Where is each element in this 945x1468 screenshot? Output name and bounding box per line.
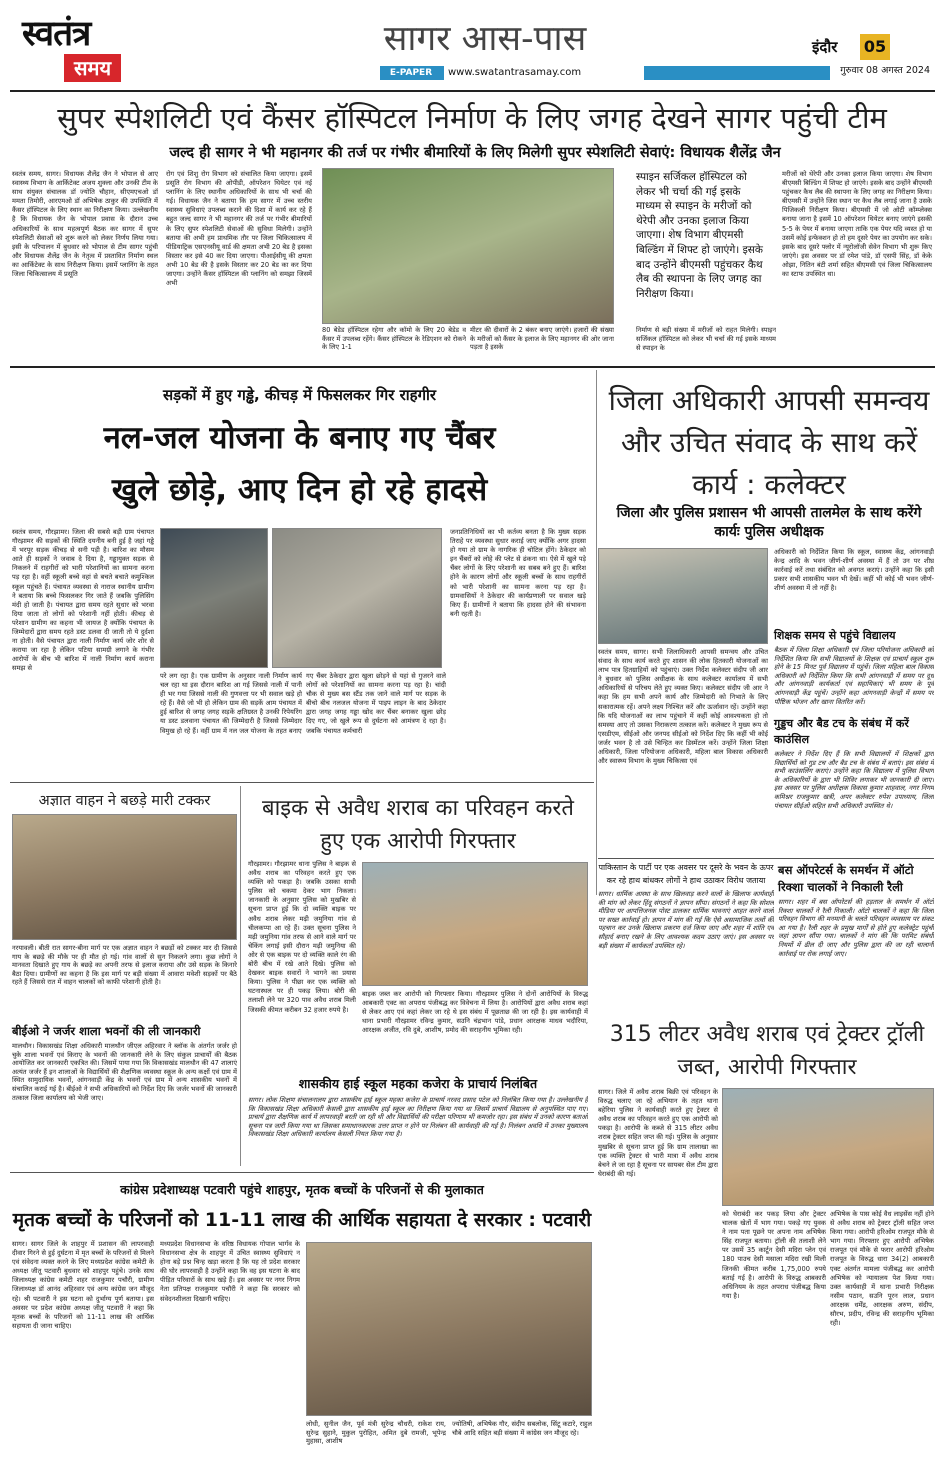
bus-headline: बस ऑपरेटर्स के समर्थन में ऑटो रिक्शा चालकों ने निकाली रैली — [778, 863, 914, 894]
page-number: 05 — [860, 34, 890, 60]
masthead-divider — [10, 90, 935, 92]
water-photo-1 — [160, 528, 268, 668]
lead-col5: मरीजों को थेरेपी और उनका इलाज किया जाएगा। शेष विभाग बीएमसी बिल्डिंग में शिफ्ट हो जाएंगे। इसके बाद उन्होंने बीएमसी पहुंचकर कैथ लैब की स्थापना के लिए जगह का निरीक्षण किया। बीएमसी में उन्होंने जिस स्थान पर कैथ लैब लगाई जाना है उसके पिजिकली निरीक्षण किया। बीएमसी में जो ओटी कॉम्प्लेक्स बनाया जाना है इसमें 10 ऑपरेशन थियेटर बनाए जाएंगे इसकी 5-5 के पेयर में बनाया जाएगा ताकि एक पेयर यदि व्यस्त हो या उसमें कोई इन्फेक्शन हो तो हम दूसरे पेयर का उपयोग कर सके। इसके बाद दूसरे फ्लोर में न्यूरोलॉजी सेवेन विभाग भी शुरू किए जाएंगे। इस अवसर पर डॉ रमेश पांडे, डॉ एसपी सिंह, डॉ केके ओझा, नितिन बंटी शर्मा सहित बीएमसी एवं जिला चिकित्सालय का स्टाफ उपस्थित था। — [782, 170, 932, 279]
lead-photo-caption-2: मीटर की दीवारों के 2 बंकर बनाए जाएंगे। हजारों की संख्या के मरीजों को कैंसर के इलाज के लिए महानगर की ओर जाना पड़ता है इसके — [470, 326, 614, 352]
website-link[interactable]: www.swatantrasamay.com — [444, 66, 644, 80]
lead-col1: स्वतंत्र समय, सागर। विधायक शैलेंद्र जैन ने भोपाल से आए स्वास्थ्य विभाग के आर्किटेक्ट अजय शुक्ला और उनकी टीम के साथ संयुक्त संचालक डॉ ज्योति चौहान, सीएमएचओ डॉ ममता तिमोरी, आरएमओ डॉ अभिषेक ठाकुर की उपस्थिति में कैंसर हॉस्पिटल के लिए स्थान का निरीक्षण किया। उल्लेखनीय है कि विधायक जैन के भोपाल प्रवास के दौरान उच्च अधिकारियों के साथ महत्वपूर्ण बैठक कर सागर में सुपर स्पेशलिटी सेवाओं को शुरू करने को लेकर निर्णय लिया गया। इसी के परिपालन में बुधवार को भोपाल से टीम सागर पहुंची और विधायक शैलेंद्र जैन के नेतृत्व में प्रस्तावित निर्माण स्थल का आर्किटेक्ट के साथ निरीक्षण किया। इसमें प्लानिंग के तहत जिला चिकित्सालय में प्रसूति — [12, 170, 158, 279]
bike-left-rule — [240, 786, 241, 1166]
water-kicker: सड़कों में हुए गड्ढे, कीचड़ में फिसलकर गिर राहगीर — [162, 386, 437, 404]
congress-col2: मध्यप्रदेश विधानसभा के वरिष्ठ विधायक गोपाल भार्गव के विधानसभा क्षेत्र के शाहपुर में उचित स्वास्थ्य सुविधाएं न होना बड़े प्रश्न चिन्ह खड़ा करता है कि यह तो प्रदेश सरकार की घोर लापरवाही है उन्होंने कहा कि वह इस घटना के बाद पीड़ित परिवारों के साथ खड़े हैं। इस अवसर पर नगर निगम नेता प्रतिपक्ष राजकुमार पचौरी ने कहा कि सरकार को संवेदनशीलता दिखानी चाहिए। — [160, 1240, 300, 1303]
congress-headline: मृतक बच्चों के परिजनों को 11-11 लाख की आर्थिक सहायता दे सरकार : पटवारी — [12, 1209, 592, 1231]
bus-text: सागर। शहर में बस ऑपरेटर्स की हड़ताल के समर्थन में ऑटो रिक्शा चालकों ने रैली निकाली। ऑटो चालकों ने कहा कि जिला परिवहन विभाग की मनमानी के चलते परिवहन व्यवसाय पर संकट आ गया है। रैली शहर के प्रमुख मार्गों से होते हुए कलेक्ट्रेट पहुंची जहां ज्ञापन सौंपा गया। चालकों ने मांग की कि परमिट संबंधी नियमों में ढील दी जाए और पुलिस द्वारा की जा रही चालानी कार्रवाई पर रोक लगाई जाए। — [778, 898, 934, 958]
collector-right-text: अधिकारी को निर्देशित किया कि स्कूल, स्वास्थ्य केंद्र, आंगनवाड़ी केन्द्र आदि के भवन जीर्ण-शीर्ण अवस्था में हैं तो उन पर शीघ्र कार्रवाई करें तथा संबंधित को अवगत कराएं। उन्होंने कहा कि इसी प्रकार सभी शासकीय भवन भी देखें। कहीं भी कोई भी भवन जीर्ण-शीर्ण अवस्था में तो नहीं है। — [774, 548, 934, 593]
collector-box1-text: बैठक में जिला शिक्षा अधिकारी एवं जिला परियोजना अधिकारी को निर्देशित किया कि सभी विद्यालयों के शिक्षक एवं प्राचार्य स्कूल शुरू होने के 15 मिनट पूर्व विद्यालय में पहुंचें। जिला महिला बाल विकास अधिकारी को निर्देशित किया कि सभी आंगनवाड़ी में समय पर दूध और आंगनवाड़ी कार्यकर्ता एवं सहायिकाएं भी समय के पूर्व आंगनवाड़ी केंद्र पहुंचें। उन्होंने कहा आंगनवाड़ी केन्द्रों में समय पर पौष्टिक भोजन और खाना वितरित करें। — [774, 646, 934, 706]
bike-col1: गौरझामर। गौरझामर थाना पुलिस ने बाइक से अवैध शराब का परिवहन करते हुए एक व्यक्ति को पकड़ा है। जबकि उसका साथी पुलिस को चकमा देकर भाग निकला। जानकारी के अनुसार पुलिस को मुखबिर से सूचना प्राप्त हुई कि दो व्यक्ति बाइक पर अवैध शराब लेकर मढ़ी जमुनिया गांव से चीलकप्पा आ रहे हैं। उक्त सूचना पुलिस ने मढ़ी जमुनिया गांव तरफ से आने वाले मार्ग पर चेकिंग लगाई इसी दौरान मढ़ी जमुनिया की ओर से एक बाइक पर दो व्यक्ति काले रंग की बोरी बीच में रखे आते दिखे। पुलिस को देखकर बाइक सवारों ने भागने का प्रयास किया। पुलिस ने पीछा कर एक व्यक्ति को घटनास्थल पर ही पकड़ लिया। बोरी की तलाशी लेने पर 320 पाव अवैध शराब मिली जिसकी कीमत करीबन 32 हजार रुपये है। — [248, 860, 356, 1014]
building-text: मालथौन। विकासखंड शिक्षा अधिकारी मालथौन जीएल अहिरवार ने ब्लॉक के अंतर्गत जर्जर हो चुके शाला भवनों एवं किराए के भवनों की जानकारी लेने के लिए संकुल प्राचार्यों की बैठक आयोजित कर जानकारी एकत्रित की। जिसमें पाया गया कि विकासखंड मालथौन की 47 शालाएं अत्यंत जर्जर हैं इन शालाओं के विद्यार्थियों की शैक्षणिक व्यवस्था स्कूल के अन्य कक्षों एवं ग्राम में स्थित सामुदायिक भवनों, आंगनवाड़ी केंद्र के भवनों एवं ग्राम में अन्य शासकीय भवनों में संचालित कराई गई है। बीईओ ने सभी अधिकारियों को निर्देश दिए कि जर्जर भवनों की जानकारी तत्काल जिला कार्यालय को भेजी जाए। — [12, 1042, 237, 1102]
collector-photo — [598, 548, 768, 644]
masthead-logo — [22, 14, 150, 88]
liquor-col3: अभिषेक के पास कोई वैध लाइसेंस नहीं होने से अवैध शराब को ट्रेक्टर ट्रॉली सहित जप्त किया गया। आरोपी हरिओम राजपूत मौके से भाग गया। गिरफ्तार हुए आरोपी अभिषेक राजपूत एवं मौके से फरार आरोपी हरिओम राजपूत के विरुद्ध धारा 34(2) आबकारी एक्ट अंतर्गत मामला पंजीबद्ध कर आरोपी अभिषेक को न्यायालय पेश किया गया। उक्त कार्यवाही में थाना प्रभारी निरीक्षक नसीम पठान, सउनि पूरन लाल, प्रधान आरक्षक धर्मेंद्र, आरक्षक अरुण, संदीप, सौरभ, प्रदीप, रविन्द्र की सराहनीय भूमिका रही। — [830, 1210, 934, 1328]
lead-headline: सुपर स्पेशलिटी एवं कैंसर हॉस्पिटल निर्माण के लिए जगह देखने सागर पहुंची टीम — [57, 101, 887, 135]
congress-top-rule — [10, 1172, 594, 1173]
bike-photo — [362, 862, 588, 986]
collector-left-rule — [596, 370, 597, 895]
accident-text: नरयावली। बीती रात सागर-बीना मार्ग पर एक अज्ञात वाहन ने बछड़ों को टक्कर मार दी जिससे गाय के बछड़े की मौके पर ही मौत हो गई। गांव वालों से सुन निकलने लगा। कुछ लोगों ने मानवता दिखाते हुए गाय के बछड़े का अपनी तरफ से इलाज कराया और उसे सड़क के किनारे बैठा दिया। ग्रामीणों का कहना है कि इस मार्ग पर बड़ी संख्या में आवारा मवेशी सड़कों पर बैठे रहते हैं जिससे रात में वाहन चालकों को काफी परेशानी होती है। — [12, 944, 237, 987]
logo-top-text: स्वतंत्र — [22, 13, 91, 54]
collector-box2-title: गुड्डच और बैड टच के संबंध में करें काउंसिल — [774, 717, 909, 746]
epaper-label: E-PAPER — [380, 66, 442, 80]
water-col1: स्वतंत्र समय, गौरझामर। जिला की सबसे बड़ी ग्राम पंचायत गौरझामर की सड़कों की स्थिति दयनीय बनी हुई है जहां गड्ढे में भरपूर सड़क कीचड़ से सनी पड़ी है। बारिश का मौसम आते ही सड़कों ने जवाब दे दिया है, गड्ढायुक्त सड़क से निकलने में राहगीरों को भारी परेशानियों का सामना करना पड़ रहा है। वहीं स्कूली बच्चे वहां से बचते बचाते कमुश्किल स्कूल पहुंचते हैं। पंचायत व्यवस्था से नाराज स्थानीय ग्रामीण ने बताया कि बच्चे फिसलकर गिर जाते हैं जबकि पुलिसिंग मंदी हो जाती है। पंचायत द्वारा समय रहते सुधार को भरवा दिया जाता तो लोगों को परेशानी नहीं होती। कीचड़ से परेशान ग्रामीण का कहना भी जायज है क्योंकि पंचायत के जिम्मेदारों द्वारा समय रहते डस्ट डलवा दी जाती तो ये दुर्दशा ना होती। वैसे पंचायत द्वारा नाली निर्माण कार्य जोर शोर से कराया जा रहा है लेकिन पटिया सामग्री लगाने के गंभीर आरोपों के बीच भी बारिश में नाली निर्माण कार्य कराना समझ से — [12, 528, 154, 673]
collector-headline: जिला अधिकारी आपसी समन्वय और उचित संवाद के साथ करें कार्य : कलेक्टर — [608, 384, 930, 501]
lead-photo-caption-1: 80 बेडेड हॉस्पिटल रहेगा और कॉमो के लिए 20 बेडेड व कैंसर में उपलब्ध रहेंगे। कैंसर हॉस्पिटल के रेडिएशन को रोकने के लिए 1-1 — [322, 326, 466, 352]
temple-intro: पाकिस्तान के पार्टी पर एक अवसर पर दूसरे के भवन के ऊपर कर रहे हाथ बांधकर लोगों ने हाथ उठाकर विरोध जताया — [598, 863, 774, 885]
logo-bottom-text: समय — [64, 54, 121, 82]
mid-divider-left — [10, 782, 594, 783]
principal-headline: शासकीय हाई स्कूल महका कजेरा के प्राचार्य निलंबित — [298, 1076, 538, 1091]
lead-subheadline: जल्द ही सागर ने भी महानगर की तर्ज पर गंभीर बीमारियों के लिए मिलेगी सुपर स्पेशलिटी सेवाएं: विधायक शैलेंद्र जैन — [169, 145, 781, 161]
lead-photo — [322, 168, 614, 324]
water-col3: गए चैंबर ठेकेदार द्वारा खुला छोड़ने से यहां से गुजरने वाले लोगों को परेशानियों का सामना करना पड़ रहा है। चांदी चौक से मुख्य बस स्टैंड तक जाने वाले मार्ग पर सड़क के बीचो बीच नलजल योजना में पाइप लाइन के बाद ठेकेदार द्वारा जगह जगह गड्ढा खोद कर चैंबर बनाकर खुला छोड़ दिए गए, जो खुले रूप से दुर्घटना को आमंत्रण दे रहा है। जबकि पंचायत कर्मचारी — [306, 672, 446, 735]
collector-box1-title: शिक्षक समय से पहुंचे विद्यालय — [774, 629, 896, 642]
water-photo-2 — [272, 528, 442, 668]
lead-col2: रोग एवं शिशु रोग विभाग को संचालित किया जाएगा। इसमें प्रसूति रोग विभाग की ओपीडी, ऑपरेशन थियेटर एवं नई प्लानिंग के लिए स्थानीय अधिकारियों के साथ भी चर्चा की गई। विधायक जैन ने बताया कि हम सागर में उच्च स्तरीय स्वास्थ्य सुविधाएं उपलब्ध कराने की दिशा में कार्य कर रहे हैं बहुत जल्द सागर ने भी महानगर की तर्ज पर गंभीर बीमारियों के लिए सुपर स्पेशलिटी सेवाओं की सुविधा मिलेगी। उन्होंने बताया की अभी हम प्राथमिक तौर पर जिला चिकित्सालय में पीडियाट्रिक एसएनसीयू वार्ड की क्षमता अभी 20 बेड है इसका विस्तार कर इसे 40 कर दिया जाएगा। पीआईसीयू की क्षमता अभी 10 बेड की है इसके विस्तार कर 20 बेड का कर दिया जाएगा। उन्होंने कैंसर हॉस्पिटल की प्लानिंग को समझा जिसमें अभी — [166, 170, 312, 288]
liquor-photo — [722, 1088, 934, 1206]
lead-col4: निर्माण से बड़ी संख्या में मरीजों को राहत मिलेगी। स्पाइन सर्जिकल हॉस्पिटल को लेकर भी चर्चा की गई इसके माध्यम से स्पाइन के — [636, 326, 776, 353]
congress-photo — [306, 1242, 592, 1416]
liquor-headline: 315 लीटर अवैध शराब एवं ट्रेक्टर ट्रॉली जब्त, आरोपी गिरफ्तार — [609, 1022, 925, 1080]
water-headline-line2: खुले छोड़े, आए दिन हो रहे हादसे — [111, 472, 488, 508]
collector-box2-text: कलेक्टर ने निर्देश दिए हैं कि सभी विद्यालयों में शिक्षकों द्वारा विद्यार्थियों को गुड टच और बैड टच के संबंध में बताएं। इस संबंध में सभी काउंसलिंग कराएं। उन्होंने कहा कि विद्यालय में पुलिस विभाग के अधिकारियों के द्वारा भी शिविर लगाकर भी जानकारी दी जाए। इस अवसर पर पुलिस अधीक्षक विकास कुमार शाहवाल, नगर निगम कमिश्नर राजकुमार खत्री, अपर कलेक्टर रुपेश उपाध्याय, जिला पंचायत सीईओ सहित सभी अधिकारी उपस्थित थे। — [774, 750, 934, 810]
temple-text: सागर। धार्मिक आस्था के साथ खिलवाड़ करने वालों के खिलाफ कार्यवाही की मांग को लेकर हिंदू संगठनों ने ज्ञापन सौंपा। संगठनों ने कहा कि सोशल मीडिया पर आपत्तिजनक पोस्ट डालकर धार्मिक भावनाएं आहत करने वालों पर सख्त कार्रवाई हो। ज्ञापन में मांग की गई कि ऐसे असामाजिक तत्वों की पहचान कर उनके खिलाफ प्रकरण दर्ज किया जाए और शहर में शांति एवं सौहार्द बनाए रखने के लिए आवश्यक कदम उठाए जाएं। इस अवसर पर बड़ी संख्या में कार्यकर्ता उपस्थित रहे। — [598, 890, 774, 950]
building-headline: बीईओ ने जर्जर शाला भवनों की ली जानकारी — [12, 1024, 201, 1038]
congress-kicker: कांग्रेस प्रदेशाध्यक्ष पटवारी पहुंचे शाहपुर, मृतक बच्चों के परिजनों से की मुलाकात — [120, 1182, 484, 1197]
congress-photo-caption: लोधी, सुनील जैन, पूर्व मंत्री सुरेन्द्र चौधरी, राकेश राय, सुरेन्द्र सुहाने, मुकुल पुरोहित, अमित दुबे रामजी, भूपेन्द्र मुहासा, आशीष — [306, 1420, 446, 1446]
liquor-col2: को घेराबंदी कर पकड़ लिया और ट्रेक्टर चालक खेतों में भाग गया। पकड़े गए युवक ने नाम पता पूछने पर अपना नाम अभिषेक सिंह राजपूत बताया। ट्रॉली की तलाशी लेने पर उसमें 35 कार्टून देसी मदिरा प्लेन एवं 180 पाउच देसी मसाला मदिरा रखी मिली जिनकी कीमत करीब 1,75,000 रुपये बताई गई है। आरोपी के विरुद्ध आबकारी अधिनियम के तहत अपराध पंजीबद्ध किया गया है। — [722, 1210, 826, 1300]
congress-col1: सागर। सागर जिले के शाहपुर में प्रशासन की लापरवाही दीवार गिरने से हुई दुर्घटना में मृत बच्चों के परिजनों से मिलने एवं संवेदना व्यक्त करने के लिए मध्यप्रदेश कांग्रेस कमेटी के अध्यक्ष जीतू पटवारी बुधवार को शाहपुर पहुंचे। उनके साथ जिलाध्यक्ष कांग्रेस कमेटी शहर राजकुमार पचौरी, ग्रामीण जिलाध्यक्ष डॉ आनंद अहिरवार एवं अन्य कांग्रेस जन मौजूद रहे। श्री पटवारी ने इस घटना को दुर्भाग्य पूर्ण बताया। इस अवसर पर प्रदेश कांग्रेस अध्यक्ष जीतू पटवारी ने कहा कि मृतक बच्चों के परिजनों को 11-11 लाख की आर्थिक सहायता दी जाना चाहिए। — [12, 1240, 154, 1330]
water-col2: परे लग रहा है। एक ग्रामीण के अनुसार नाली निर्माण कार्य चल रहा था इस दौरान बारिश आ गई जिससे नाली में पानी ही भर गया जिससे नाली की गुणवत्ता पर भी सवाल खड़े हो रहे हैं। वैसे जो भी हो लेकिन ग्राम की सड़कें आम पंचायत में हुई बारिश से जगह जगह सड़कें क्षतिग्रस्त है उनकी रिपेयरिंग या डस्ट डलवाना पंचायत की जिम्मेदारी है जिससे जिम्मेदार विमुख हो रहे हैं। वहीं ग्राम में नल जल योजना के तहत बनाए — [160, 672, 302, 735]
right-mid-divider — [598, 858, 934, 859]
accident-photo — [12, 814, 237, 940]
principal-text: सागर। लोक शिक्षण संचालनालय द्वारा शासकीय हाई स्कूल महका कजेरा के प्राचार्य नरवद प्रसाद पटेल को निलंबित किया गया है। उल्लेखनीय है कि विकासखंड शिक्षा अधिकारी केसली द्वारा शासकीय हाई स्कूल का निरीक्षण किया गया था जिसमें प्राचार्य विद्यालय से अनुपस्थित पाए गए। प्राचार्य द्वारा शैक्षणिक कार्य में लापरवाही बरती जा रही थी और विद्यार्थियों की परीक्षा परिणाम भी कमजोर रहा। इस संबंध में उनको कारण बताओ सूचना पत्र जारी किया गया था जिसका समाधानकारक उत्तर प्राप्त न होने पर निलंबन की कार्यवाही की गई है। निलंबन अवधि में उनका मुख्यालय विकासखंड शिक्षा अधिकारी कार्यालय केसली नियत किया गया है। — [248, 1096, 588, 1139]
bike-col2: बाइक जब्त कर आरोपी को गिरफ्तार किया। गौरझामर पुलिस ने दोनों आरोपियों के विरुद्ध आबकारी एक्ट का अपराध पंजीबद्ध कर विवेचना में लिया है। आरोपियों द्वारा अवैध शराब कहां से लेकर आए एवं कहां लेकर जा रहे थे इस संबंध में पूछताछ की जा रही है। इस कार्यवाही में थाना प्रभारी गौरझामर रविन्द्र कुमार, सउनि चंद्रभान पांडे, प्रधान आरक्षक माधव भदौरिया, आरक्षक अजीत, रवि दुबे, आशीष, प्रमोद की सराहनीय भूमिका रही। — [362, 990, 588, 1035]
collector-subheadline: जिला और पुलिस प्रशासन भी आपसी तालमेल के साथ करेंगे कार्यः पुलिस अधीक्षक — [616, 505, 922, 540]
water-col4: जनप्रतिनिधियों का भी कर्तव्य बनता है कि मुख्य सड़क तिराहे पर व्यवस्था सुधार कराई जाए क्योंकि अगर हादसा हो गया तो ग्राम के नागरिक ही चोटिल होंगे। ठेकेदार को इन चैंबरों को लोहे की प्लेट से ढंकना था। ऐसे में खुले पड़े चैंबर लोगों के लिए परेशानी का सबब बने हुए हैं। बारिश होने के कारण लोगों और स्कूली बच्चों के साथ राहगीरों को भारी परेशानी का सामना करना पड़ रहा है। ग्रामवासियों ने ठेकेदार की कार्यप्रणाली पर सवाल खड़े किए हैं। ग्रामीणों ने बताया कि हादसा होने की संभावना बनी रहती है। — [450, 528, 586, 618]
liquor-col1: सागर। जिले में अवैध शराब बिक्री एवं परिवहन के विरुद्ध चलाए जा रहे अभियान के तहत थाना बहेरिया पुलिस ने कार्यवाही करते हुए ट्रेक्टर से अवैध शराब का परिवहन करते हुए एक आरोपी को पकड़ा है। आरोपी के कब्जे से 315 लीटर अवैध शराब ट्रेक्टर सहित जप्त की गई। पुलिस के अनुसार मुखबिर से सूचना प्राप्त हुई कि ग्राम तालाखा का एक व्यक्ति ट्रेक्टर से भारी मात्रा में अवैध शराब बेचने ले जा रहा है सूचना पर सायबर सेल टीम द्वारा घेराबंदी की गई। — [598, 1088, 718, 1178]
accident-headline: अज्ञात वाहन ने बछड़े मारी टक्कर — [38, 793, 211, 809]
lead-pullquote: स्पाइन सर्जिकल हॉस्पिटल को लेकर भी चर्चा की गई इसके माध्यम से स्पाइन के मरीजों को थेरेपी और उनका इलाज किया जाएगा। शेष विभाग बीएमसी बिल्डिंग में शिफ्ट हो जाएंगे। इसके बाद उन्होंने बीएमसी पहुंचकर कैथ लैब की स्थापना के लिए जगह का निरीक्षण किया। — [636, 171, 763, 300]
issue-date: गुरुवार 08 अगस्त 2024 — [840, 65, 930, 76]
congress-col3-caption: ज्योतिषी, अभिषेक गौर, संदीप सबलोक, सिंटू कटारे, राहुल चौबे आदि सहित बड़ी संख्या में कांग्रेस जन मौजूद रहे। — [452, 1420, 592, 1437]
bike-headline: बाइक से अवैध शराब का परिवहन करते हुए एक आरोपी गिरफ्तार — [262, 796, 574, 854]
collector-col1: स्वतंत्र समय, सागर। सभी जिलाधिकारी आपसी समन्वय और उचित संवाद के साथ कार्य करते हुए शासन की लोक हितकारी योजनाओं का लाभ पात्र हितग्राहियों को पहुंचाएं। उक्त निर्देश कलेक्टर संदीप जी आर ने बुधवार को पुलिस अधीक्षक के साथ कलेक्टर कार्यालय में सभी अधिकारियों से परिचय लेते हुए व्यक्त किए। कलेक्टर संदीप जी आर ने कहा कि हम सभी अपने कार्य और जिम्मेदारी को निभाते के लिए सकारात्मक रहें। अपने लक्ष्य निश्चित करें और ऊर्जावान रहें। उन्होंने कहा कि यदि योजनाओं का लाभ पहुंचाने में कहीं कोई आवश्यकता हो तो समस्या आए तो उसका निराकरण तत्काल करें। कलेक्टर ने मुख्य रूप से एसडीएम, सीईओ और जनपद सीईओ को निर्देश दिए कि कहीं भी कोई जर्जर भवन है तो उसे चिन्हित कर डिस्मेंटल करें। उन्होंने जिला शिक्षा अधिकारी, जिला परियोजना अधिकारी, महिला बाल विकास अधिकारी और स्वास्थ्य विभाग के मुख्य चिकित्सा एवं — [598, 648, 768, 766]
water-headline-line1: नल-जल योजना के बनाए गए चैंबर — [103, 420, 496, 456]
lead-divider — [10, 366, 935, 368]
section-title: सागर आस-पास — [383, 19, 587, 59]
city-label: इंदौर — [812, 38, 838, 56]
